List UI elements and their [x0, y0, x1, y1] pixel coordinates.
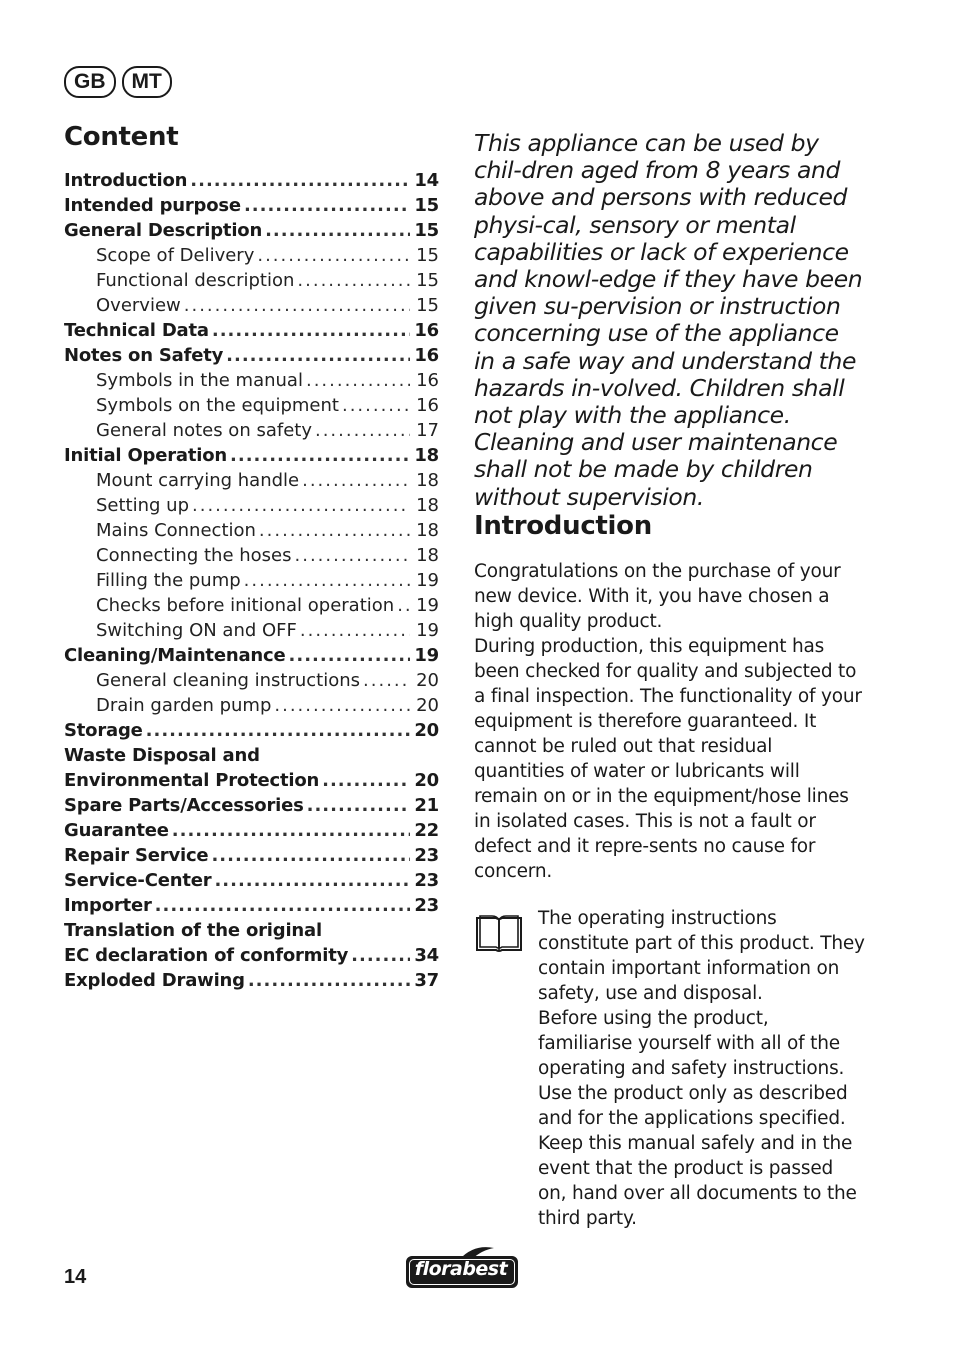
toc-entry: [64, 568, 439, 593]
toc-leader-dots: [190, 168, 410, 193]
toc-entry-label: Storage: [64, 720, 143, 741]
toc-entry-label: Symbols in the manual: [96, 370, 303, 391]
toc-leader-dots: [265, 218, 410, 243]
toc-entry: [64, 218, 439, 243]
toc-entry-label: Functional description: [96, 270, 295, 291]
toc-entry-page: 19: [416, 595, 439, 616]
introduction-paragraph: During production, this equipment has been checked for quality and subjected to a final inspection. The functionality of your equipment is therefore guaranteed. It cannot be ruled out that residual quantities of water or lubricants will remain on or in the equipment/hose lines in isolated cases. This is not a fault or defect and it repre-sents no cause for concern.: [474, 635, 862, 882]
toc-leader-dots: [184, 293, 410, 318]
toc-entry: [64, 943, 439, 968]
toc-entry-page: 20: [414, 770, 439, 791]
toc-entry-label: Notes on Safety: [64, 345, 224, 366]
toc-entry-label: General Description: [64, 220, 263, 241]
toc-entry-label: Spare Parts/Accessories: [64, 795, 304, 816]
toc-entry-page: 18: [416, 545, 439, 566]
toc-entry: [64, 593, 439, 618]
toc-entry-page: 20: [416, 670, 439, 691]
toc-entry-page: 16: [416, 370, 439, 391]
toc-title: Content: [64, 122, 179, 152]
toc-entry-page: 23: [414, 845, 439, 866]
toc-entry-label: Service-Center: [64, 870, 212, 891]
toc-entry: [64, 743, 439, 768]
toc-leader-dots: [302, 468, 410, 493]
toc-entry-page: 18: [416, 470, 439, 491]
language-badges: [64, 66, 172, 98]
toc-leader-dots: [363, 668, 410, 693]
toc-leader-dots: [351, 943, 410, 968]
toc-entry-page: 20: [416, 695, 439, 716]
note-paragraph: Before using the product, familiarise yourself with all of the operating and safety instructions. Use the product only as described and for the applications specified.: [538, 1007, 848, 1129]
toc-entry-label: Importer: [64, 895, 152, 916]
toc-leader-dots: [300, 618, 410, 643]
toc-leader-dots: [342, 393, 410, 418]
toc-entry-label: Translation of the original: [64, 920, 322, 941]
toc-entry: [64, 893, 439, 918]
toc-entry-label: Initial Operation: [64, 445, 228, 466]
toc-leader-dots: [146, 718, 410, 743]
toc-entry-page: 16: [414, 345, 439, 366]
toc-entry-label: Switching ON and OFF: [96, 620, 297, 641]
toc-entry-page: 23: [414, 895, 439, 916]
toc-entry-page: 15: [414, 195, 439, 216]
toc-leader-dots: [397, 593, 410, 618]
toc-entry-page: 20: [414, 720, 439, 741]
toc-entry-page: 15: [416, 245, 439, 266]
toc-entry: [64, 968, 439, 993]
toc-entry: [64, 618, 439, 643]
toc-entry-label: Exploded Drawing: [64, 970, 245, 991]
toc-leader-dots: [259, 518, 410, 543]
toc-entry-label: Scope of Delivery: [96, 245, 255, 266]
toc-leader-dots: [315, 418, 410, 443]
toc-entry: [64, 693, 439, 718]
toc-entry-page: 18: [414, 445, 439, 466]
toc-entry-label: General notes on safety: [96, 420, 312, 441]
toc-entry-label: Drain garden pump: [96, 695, 272, 716]
toc-leader-dots: [192, 493, 410, 518]
page-number: 14: [64, 1266, 87, 1288]
toc-entry-page: 15: [416, 295, 439, 316]
toc-entry-label: Cleaning/Maintenance: [64, 645, 286, 666]
toc-entry: [64, 443, 439, 468]
toc-entry: [64, 518, 439, 543]
toc-entry: [64, 318, 439, 343]
manual-note: [474, 906, 866, 1231]
toc-entry-label: Intended purpose: [64, 195, 241, 216]
brand-wordmark: florabest: [414, 1258, 508, 1280]
safety-paragraph: This appliance can be used by chil-dren aged from 8 years and above and persons with reduced physi-cal, sensory or mental capabilities or lack of experience and knowl-edge if they have been given su-pervision or instruction concerning use of the appliance in a safe way and understand the hazards in-volved. Children shall not play with the appliance. Cleaning and user maintenance shall not be made by children without supervision.: [474, 129, 863, 511]
toc-leader-dots: [230, 443, 410, 468]
toc-list: [64, 168, 439, 993]
toc-entry: [64, 843, 439, 868]
toc-leader-dots: [257, 243, 410, 268]
toc-entry-page: 37: [414, 970, 439, 991]
toc-entry: [64, 768, 439, 793]
toc-entry: [64, 268, 439, 293]
toc-entry: [64, 368, 439, 393]
toc-entry-page: 34: [414, 945, 439, 966]
toc-entry: [64, 193, 439, 218]
toc-entry-label: Connecting the hoses: [96, 545, 292, 566]
toc-entry-label: Checks before initional operation: [96, 595, 395, 616]
toc-entry: [64, 468, 439, 493]
toc-entry-label: Symbols on the equipment: [96, 395, 339, 416]
toc-leader-dots: [211, 843, 410, 868]
toc-entry: [64, 243, 439, 268]
toc-entry: [64, 393, 439, 418]
toc-leader-dots: [212, 318, 410, 343]
table-of-contents: [64, 122, 439, 993]
toc-entry-label: Technical Data: [64, 320, 209, 341]
toc-entry-page: 14: [414, 170, 439, 191]
toc-entry: [64, 493, 439, 518]
toc-entry-page: 17: [416, 420, 439, 441]
toc-leader-dots: [248, 968, 410, 993]
toc-entry-page: 22: [414, 820, 439, 841]
toc-entry: [64, 818, 439, 843]
toc-entry: [64, 718, 439, 743]
toc-leader-dots: [295, 543, 411, 568]
toc-entry: [64, 918, 439, 943]
toc-entry: [64, 793, 439, 818]
toc-entry: [64, 668, 439, 693]
toc-entry-label: Mount carrying handle: [96, 470, 300, 491]
toc-leader-dots: [226, 343, 410, 368]
toc-entry-label: Filling the pump: [96, 570, 241, 591]
toc-leader-dots: [289, 643, 410, 668]
book-icon: [474, 906, 538, 1231]
toc-entry: [64, 343, 439, 368]
toc-entry: [64, 543, 439, 568]
florabest-logo: [406, 1246, 518, 1288]
toc-entry-page: 19: [416, 620, 439, 641]
toc-entry-label: Environmental Protection: [64, 770, 320, 791]
toc-entry-label: Repair Service: [64, 845, 209, 866]
toc-leader-dots: [244, 193, 410, 218]
language-badge-gb: GB: [64, 66, 116, 98]
toc-entry-page: 23: [414, 870, 439, 891]
introduction-heading: Introduction: [474, 510, 652, 541]
toc-entry-label: Guarantee: [64, 820, 169, 841]
toc-entry: [64, 868, 439, 893]
toc-leader-dots: [297, 268, 410, 293]
toc-leader-dots: [322, 768, 410, 793]
toc-leader-dots: [307, 793, 410, 818]
toc-entry-page: 18: [416, 495, 439, 516]
toc-leader-dots: [274, 693, 410, 718]
note-text: [538, 906, 866, 1231]
introduction-body: [474, 559, 866, 884]
right-column: [474, 130, 866, 1231]
toc-leader-dots: [306, 368, 410, 393]
note-paragraph: Keep this manual safely and in the event that the product is passed on, hand over all documents to the third party.: [538, 1132, 857, 1229]
toc-entry-label: Introduction: [64, 170, 188, 191]
toc-entry-page: 15: [416, 270, 439, 291]
toc-entry-label: Mains Connection: [96, 520, 256, 541]
toc-entry-label: Waste Disposal and: [64, 745, 260, 766]
toc-entry-label: Setting up: [96, 495, 190, 516]
toc-entry-page: 18: [416, 520, 439, 541]
toc-entry: [64, 643, 439, 668]
toc-entry-page: 16: [414, 320, 439, 341]
toc-entry: [64, 418, 439, 443]
toc-entry: [64, 168, 439, 193]
note-paragraph: The operating instructions constitute part of this product. They contain important information on safety, use and disposal.: [538, 907, 865, 1004]
toc-entry-label: General cleaning instructions: [96, 670, 361, 691]
toc-entry-page: 19: [414, 645, 439, 666]
toc-entry-page: 21: [414, 795, 439, 816]
toc-leader-dots: [214, 868, 410, 893]
toc-entry-label: EC declaration of conformity: [64, 945, 349, 966]
toc-entry: [64, 293, 439, 318]
language-badge-mt: MT: [122, 66, 172, 98]
toc-entry-page: 16: [416, 395, 439, 416]
introduction-paragraph: Congratulations on the purchase of your new device. With it, you have chosen a high quality product.: [474, 560, 841, 632]
toc-leader-dots: [172, 818, 410, 843]
toc-entry-label: Overview: [96, 295, 181, 316]
toc-entry-page: 15: [414, 220, 439, 241]
toc-leader-dots: [244, 568, 410, 593]
toc-entry-page: 19: [416, 570, 439, 591]
toc-leader-dots: [155, 893, 410, 918]
